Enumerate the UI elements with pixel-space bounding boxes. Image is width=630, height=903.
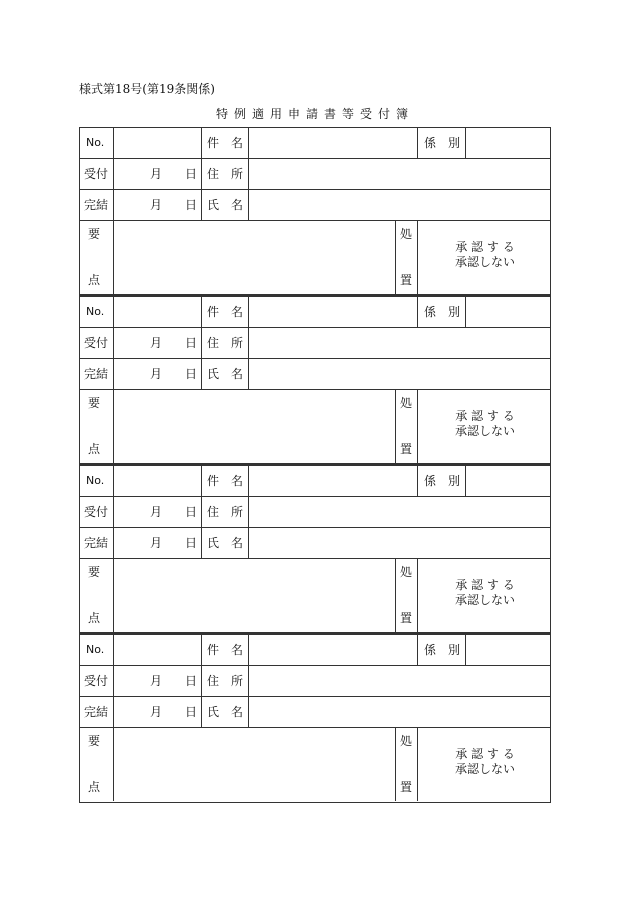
name-label: 氏 名 — [207, 198, 244, 212]
register-entry — [79, 296, 551, 464]
name-label: 氏 名 — [207, 705, 244, 719]
col-divider — [113, 127, 114, 220]
col-divider — [395, 389, 396, 463]
subject-label: 件 名 — [207, 643, 244, 657]
disapprove-option: 承認しない — [455, 762, 516, 776]
summary-label-bottom: 点 — [88, 442, 101, 456]
month-label: 月 — [150, 336, 163, 350]
completed-label: 完結 — [84, 198, 109, 212]
col-divider — [113, 465, 114, 558]
row-divider — [79, 558, 551, 559]
approve-option: 承 認 す る — [455, 240, 515, 254]
summary-label-top: 要 — [88, 396, 101, 410]
address-label: 住 所 — [207, 336, 244, 350]
col-divider — [248, 127, 249, 220]
col-divider — [417, 558, 418, 632]
day-label: 日 — [185, 367, 198, 381]
disposal-label-bottom: 置 — [400, 442, 413, 456]
completed-label: 完結 — [84, 367, 109, 381]
row-divider — [79, 665, 551, 666]
col-divider — [113, 296, 114, 389]
col-divider — [465, 296, 466, 327]
row-divider — [79, 389, 551, 390]
summary-label-bottom: 点 — [88, 780, 101, 794]
day-label: 日 — [185, 198, 198, 212]
col-divider — [465, 465, 466, 496]
day-label: 日 — [185, 536, 198, 550]
row-divider — [79, 220, 551, 221]
col-divider — [417, 220, 418, 294]
disposal-label-bottom: 置 — [400, 611, 413, 625]
approve-option: 承 認 す る — [455, 747, 515, 761]
form-title: 特例適用申請書等受付簿 — [215, 107, 414, 121]
row-divider — [79, 327, 551, 328]
address-label: 住 所 — [207, 505, 244, 519]
received-label: 受付 — [84, 167, 109, 181]
disposal-label-top: 処 — [400, 734, 413, 748]
clerk-label: 係 別 — [424, 643, 461, 657]
disapprove-option: 承認しない — [455, 593, 516, 607]
disposal-label-top: 処 — [400, 396, 413, 410]
summary-label-bottom: 点 — [88, 273, 101, 287]
col-divider — [417, 727, 418, 801]
row-divider — [79, 358, 551, 359]
day-label: 日 — [185, 674, 198, 688]
month-label: 月 — [150, 674, 163, 688]
col-divider — [417, 465, 418, 496]
no-label: No. — [86, 643, 105, 656]
received-label: 受付 — [84, 674, 109, 688]
col-divider — [248, 634, 249, 727]
col-divider — [417, 296, 418, 327]
col-divider — [113, 634, 114, 727]
received-label: 受付 — [84, 336, 109, 350]
col-divider — [417, 634, 418, 665]
month-label: 月 — [150, 536, 163, 550]
month-label: 月 — [150, 367, 163, 381]
approve-option: 承 認 す る — [455, 578, 515, 592]
row-divider — [79, 727, 551, 728]
day-label: 日 — [185, 505, 198, 519]
col-divider — [113, 220, 114, 294]
name-label: 氏 名 — [207, 367, 244, 381]
register-entry — [79, 465, 551, 633]
address-label: 住 所 — [207, 674, 244, 688]
month-label: 月 — [150, 198, 163, 212]
disapprove-option: 承認しない — [455, 424, 516, 438]
received-label: 受付 — [84, 505, 109, 519]
col-divider — [395, 558, 396, 632]
approve-option: 承 認 す る — [455, 409, 515, 423]
col-divider — [395, 727, 396, 801]
register-entry — [79, 127, 551, 295]
form-number: 様式第18号(第19条関係) — [79, 82, 215, 96]
clerk-label: 係 別 — [424, 474, 461, 488]
col-divider — [465, 127, 466, 158]
summary-label-top: 要 — [88, 734, 101, 748]
subject-label: 件 名 — [207, 305, 244, 319]
col-divider — [113, 727, 114, 801]
col-divider — [201, 634, 202, 727]
disposal-label-top: 処 — [400, 227, 413, 241]
col-divider — [248, 296, 249, 389]
register-entry — [79, 634, 551, 802]
no-label: No. — [86, 474, 105, 487]
row-divider — [79, 527, 551, 528]
col-divider — [417, 127, 418, 158]
summary-label-bottom: 点 — [88, 611, 101, 625]
row-divider — [79, 696, 551, 697]
disposal-label-top: 処 — [400, 565, 413, 579]
col-divider — [395, 220, 396, 294]
col-divider — [248, 465, 249, 558]
name-label: 氏 名 — [207, 536, 244, 550]
day-label: 日 — [185, 167, 198, 181]
col-divider — [113, 558, 114, 632]
col-divider — [201, 127, 202, 220]
no-label: No. — [86, 136, 105, 149]
disposal-label-bottom: 置 — [400, 273, 413, 287]
col-divider — [465, 634, 466, 665]
col-divider — [201, 296, 202, 389]
clerk-label: 係 別 — [424, 305, 461, 319]
clerk-label: 係 別 — [424, 136, 461, 150]
completed-label: 完結 — [84, 705, 109, 719]
day-label: 日 — [185, 336, 198, 350]
col-divider — [113, 389, 114, 463]
completed-label: 完結 — [84, 536, 109, 550]
disapprove-option: 承認しない — [455, 255, 516, 269]
subject-label: 件 名 — [207, 474, 244, 488]
col-divider — [417, 389, 418, 463]
summary-label-top: 要 — [88, 227, 101, 241]
month-label: 月 — [150, 705, 163, 719]
subject-label: 件 名 — [207, 136, 244, 150]
summary-label-top: 要 — [88, 565, 101, 579]
month-label: 月 — [150, 167, 163, 181]
day-label: 日 — [185, 705, 198, 719]
disposal-label-bottom: 置 — [400, 780, 413, 794]
row-divider — [79, 189, 551, 190]
address-label: 住 所 — [207, 167, 244, 181]
row-divider — [79, 496, 551, 497]
no-label: No. — [86, 305, 105, 318]
month-label: 月 — [150, 505, 163, 519]
row-divider — [79, 158, 551, 159]
col-divider — [201, 465, 202, 558]
